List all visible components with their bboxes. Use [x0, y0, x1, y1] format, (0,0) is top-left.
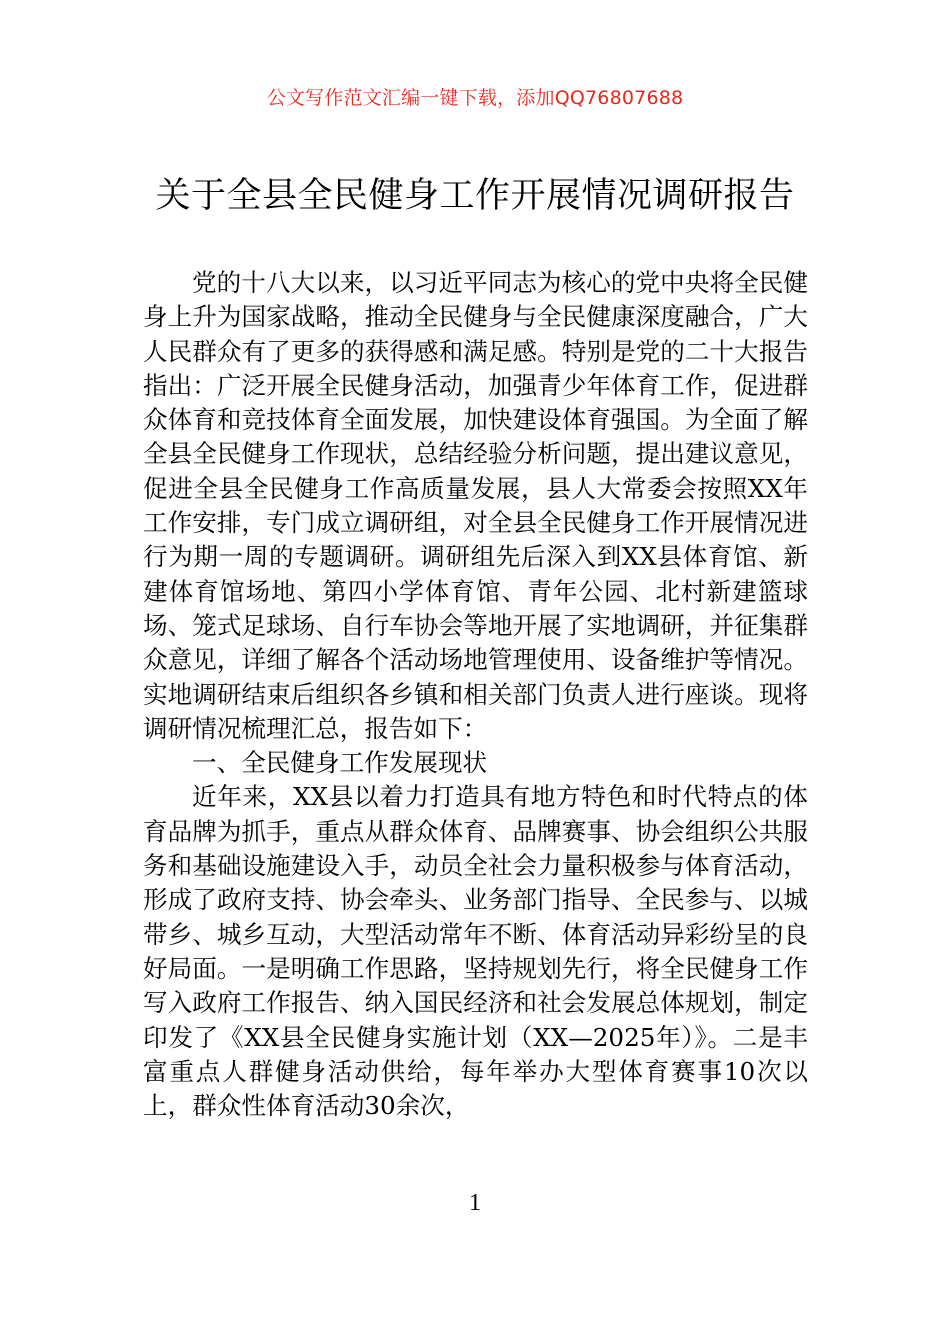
page-number: 1 [469, 1190, 481, 1216]
section-paragraph: 近年来，XX县以着力打造具有地方特色和时代特点的体育品牌为抓手，重点从群众体育、品牌赛事、协会组织公共服务和基础设施建设入手，动员全社会力量积极参与体育活动，形成了政府支持、协会牵头、业务部门指导、全民参与、以城带乡、城乡互动，大型活动常年不断、体育活动异彩纷呈的良好局面。一是明确工作思路，坚持规划先行，将全民健身工作写入政府工作报告、纳入国民经济和社会发展总体规划，制定印发了《XX县全民健身实施计划（XX—2025年）》。二是丰富重点人群健身活动供给，每年举办大型体育赛事10次以上，群众性体育活动30余次， [143, 782, 808, 1121]
document-title: 关于全县全民健身工作开展情况调研报告 [155, 176, 795, 216]
download-watermark: 公文写作范文汇编一键下载，添加QQ76807688 [266, 87, 684, 109]
section-heading: 一、全民健身工作发展现状 [192, 748, 488, 778]
intro-paragraph: 党的十八大以来，以习近平同志为核心的党中央将全民健身上升为国家战略，推动全民健身与全民健康深度融合，广大人民群众有了更多的获得感和满足感。特别是党的二十大报告指出：广泛开展全民健身活动，加强青少年体育工作，促进群众体育和竞技体育全面发展，加快建设体育强国。为全面了解全县全民健身工作现状，总结经验分析问题，提出建议意见，促进全县全民健身工作高质量发展，县人大常委会按照XX年工作安排，专门成立调研组，对全县全民健身工作开展情况进行为期一周的专题调研。调研组先后深入到XX县体育馆、新建体育馆场地、第四小学体育馆、青年公园、北村新建篮球场、笼式足球场、自行车协会等地开展了实地调研，并征集群众意见，详细了解各个活动场地管理使用、设备维护等情况。实地调研结束后组织各乡镇和相关部门负责人进行座谈。现将调研情况梳理汇总，报告如下： [143, 268, 808, 743]
document-body [143, 266, 808, 1123]
